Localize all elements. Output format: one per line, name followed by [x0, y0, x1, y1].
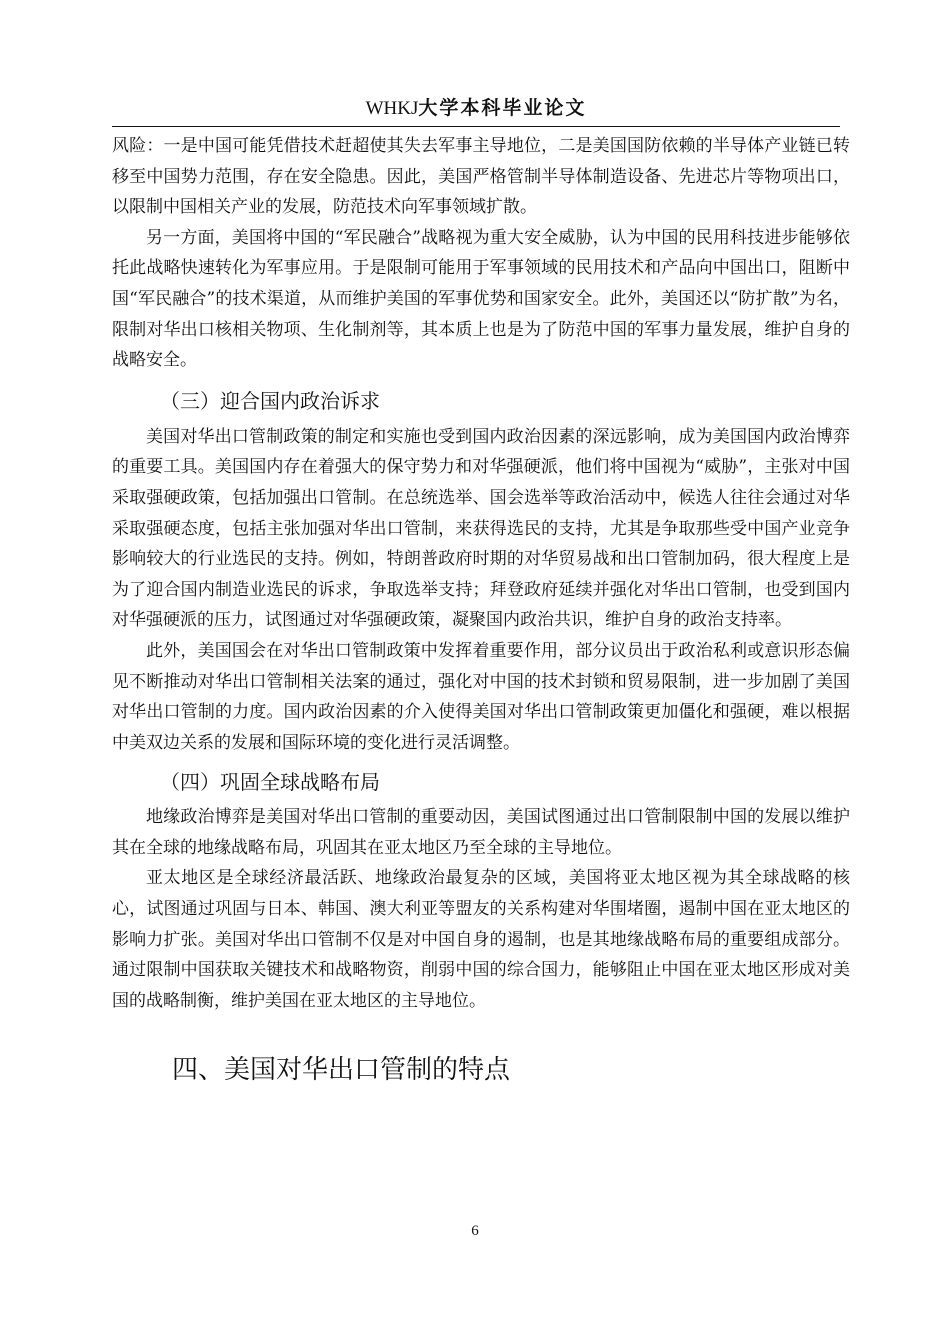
- body-paragraph: 风险：一是中国可能凭借技术赶超使其失去军事主导地位，二是美国国防依赖的半导体产业链已转移至中国势力范围，存在安全隐患。因此，美国严格管制半导体制造设备、先进芯片等物项出口，以限制中国相关产业的发展，防范技术向军事领域扩散。: [112, 136, 850, 218]
- page-number: 6: [471, 1223, 479, 1239]
- body-paragraph: 另一方面，美国将中国的“军民融合”战略视为重大安全威胁，认为中国的民用科技进步能够依托此战略快速转化为军事应用。于是限制可能用于军事领域的民用技术和产品向中国出口，阻断中国“军民融合”的技术渠道，从而维护美国的军事优势和国家安全。此外，美国还以“防扩散”为名，限制对华出口核相关物项、生化制剂等，其本质上也是为了防范中国的军事力量发展，维护自身的战略安全。: [112, 227, 850, 371]
- section-heading: （四）巩固全球战略布局: [160, 770, 380, 795]
- body-paragraph: 此外，美国国会在对华出口管制政策中发挥着重要作用，部分议员出于政治私利或意识形态偏见不断推动对华出口管制相关法案的通过，强化对中国的技术封锁和贸易限制，进一步加剧了美国对华出口管制的力度。国内政治因素的介入使得美国对华出口管制政策更加僵化和强硬，难以根据中美双边关系的发展和国际环境的变化进行灵活调整。: [112, 640, 850, 753]
- section-heading: （三）迎合国内政治诉求: [160, 388, 380, 413]
- page-body: [112, 131, 850, 1087]
- body-paragraph: 地缘政治博弈是美国对华出口管制的重要动因，美国试图通过出口管制限制中国的发展以维护其在全球的地缘战略布局，巩固其在亚太地区乃至全球的主导地位。: [112, 807, 850, 858]
- chapter-heading: 四、美国对华出口管制的特点: [172, 1055, 511, 1086]
- body-paragraph: 亚太地区是全球经济最活跃、地缘政治最复杂的区域，美国将亚太地区视为其全球战略的核心，试图通过巩固与日本、韩国、澳大利亚等盟友的关系构建对华围堵圈，遏制中国在亚太地区的影响力扩张。美国对华出口管制不仅是对中国自身的遏制，也是其地缘战略布局的重要组成部分。通过限制中国获取关键技术和战略物资，削弱中国的综合国力，能够阻止中国在亚太地区形成对美国的战略制衡，维护美国在亚太地区的主导地位。: [112, 868, 850, 1011]
- header-latin-text: WHKJ: [365, 98, 419, 119]
- page-header: [112, 96, 840, 127]
- header-title: 大学本科毕业论文: [418, 97, 587, 119]
- body-paragraph: 美国对华出口管制政策的制定和实施也受到国内政治因素的深远影响，成为美国国内政治博弈的重要工具。美国国内存在着强大的保守势力和对华强硬派，他们将中国视为“威胁”，主张对中国采取强硬政策，包括加强出口管制。在总统选举、国会选举等政治活动中，候选人往往会通过对华采取强硬态度，包括主张加强对华出口管制，来获得选民的支持，尤其是争取那些受中国产业竞争影响较大的行业选民的支持。例如，特朗普政府时期的对华贸易战和出口管制加码，很大程度上是为了迎合国内制造业选民的诉求，争取选举支持；拜登政府延续并强化对华出口管制，也受到国内对华强硬派的压力，试图通过对华强硬政策，凝聚国内政治共识，维护自身的政治支持率。: [112, 426, 850, 631]
